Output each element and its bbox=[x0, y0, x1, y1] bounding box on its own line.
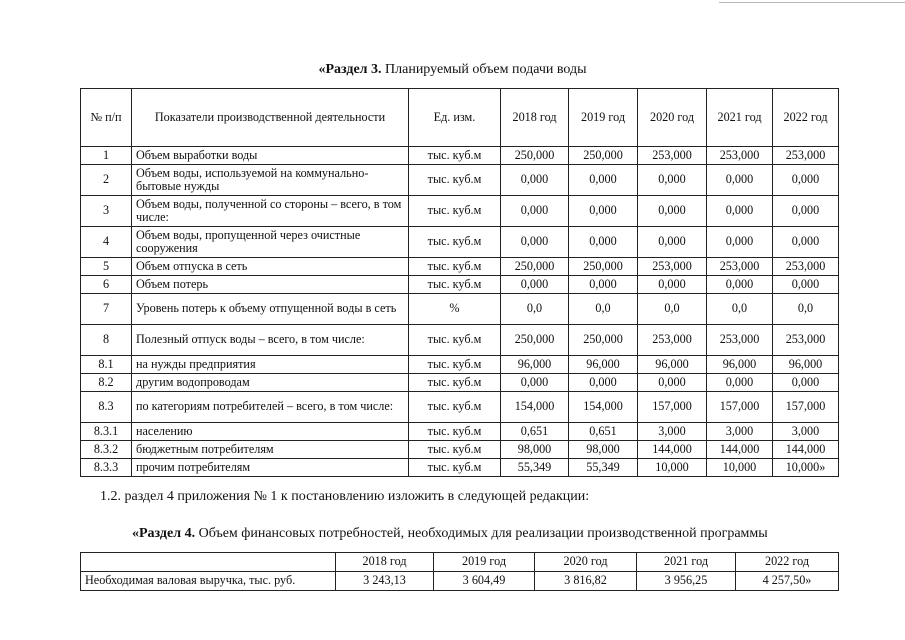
water-supply-table bbox=[80, 88, 839, 477]
value-2021: 253,000 bbox=[707, 258, 773, 276]
header-empty bbox=[81, 553, 336, 572]
row-unit: тыс. куб.м bbox=[409, 196, 501, 227]
value-2019: 0,000 bbox=[569, 196, 638, 227]
value-2018: 0,0 bbox=[501, 294, 569, 325]
row-number: 2 bbox=[81, 165, 132, 196]
value-2022: 253,000 bbox=[773, 147, 839, 165]
row-number: 1 bbox=[81, 147, 132, 165]
row-name: населению bbox=[132, 423, 409, 441]
header-2021: 2021 год bbox=[637, 553, 736, 572]
header-2018: 2018 год bbox=[336, 553, 434, 572]
row-number: 4 bbox=[81, 227, 132, 258]
value-2021: 253,000 bbox=[707, 325, 773, 356]
value-2018: 0,000 bbox=[501, 374, 569, 392]
value-2019: 0,0 bbox=[569, 294, 638, 325]
table-row bbox=[81, 294, 839, 325]
value-2020: 0,000 bbox=[638, 374, 707, 392]
value-2021: 3 956,25 bbox=[637, 572, 736, 591]
instruction-paragraph: 1.2. раздел 4 приложения № 1 к постановлению изложить в следующей редакции: bbox=[100, 489, 590, 504]
value-2021: 144,000 bbox=[707, 441, 773, 459]
value-2021: 0,000 bbox=[707, 165, 773, 196]
value-2018: 154,000 bbox=[501, 392, 569, 423]
table-row bbox=[81, 459, 839, 477]
section-4-title-text: Объем финансовых потребностей, необходимых для реализации производственной программы bbox=[195, 526, 768, 541]
value-2019: 250,000 bbox=[569, 147, 638, 165]
value-2020: 0,000 bbox=[638, 227, 707, 258]
row-number: 8.3.2 bbox=[81, 441, 132, 459]
row-unit: % bbox=[409, 294, 501, 325]
row-unit: тыс. куб.м bbox=[409, 258, 501, 276]
value-2022: 253,000 bbox=[773, 258, 839, 276]
value-2022: 253,000 bbox=[773, 325, 839, 356]
table-row bbox=[81, 392, 839, 423]
row-name: другим водопроводам bbox=[132, 374, 409, 392]
value-2019: 154,000 bbox=[569, 392, 638, 423]
value-2020: 96,000 bbox=[638, 356, 707, 374]
row-unit: тыс. куб.м bbox=[409, 423, 501, 441]
value-2022: 0,000 bbox=[773, 276, 839, 294]
row-name: Объем воды, полученной со стороны – всего, в том числе: bbox=[132, 196, 409, 227]
row-unit: тыс. куб.м bbox=[409, 227, 501, 258]
table-header-row bbox=[81, 89, 839, 147]
value-2019: 250,000 bbox=[569, 258, 638, 276]
section-3-title-text: Планируемый объем подачи воды bbox=[381, 62, 587, 77]
value-2022: 10,000» bbox=[773, 459, 839, 477]
value-2022: 0,000 bbox=[773, 165, 839, 196]
value-2018: 98,000 bbox=[501, 441, 569, 459]
value-2019: 0,000 bbox=[569, 374, 638, 392]
value-2020: 3,000 bbox=[638, 423, 707, 441]
row-unit: тыс. куб.м bbox=[409, 165, 501, 196]
value-2020: 157,000 bbox=[638, 392, 707, 423]
row-unit: тыс. куб.м bbox=[409, 392, 501, 423]
value-2020: 253,000 bbox=[638, 147, 707, 165]
value-2020: 144,000 bbox=[638, 441, 707, 459]
value-2022: 96,000 bbox=[773, 356, 839, 374]
table-row bbox=[81, 196, 839, 227]
value-2019: 250,000 bbox=[569, 325, 638, 356]
value-2020: 0,000 bbox=[638, 276, 707, 294]
table-row bbox=[81, 276, 839, 294]
header-2019: 2019 год bbox=[434, 553, 535, 572]
table-row bbox=[81, 325, 839, 356]
header-2020: 2020 год bbox=[535, 553, 637, 572]
row-number: 8.1 bbox=[81, 356, 132, 374]
value-2019: 96,000 bbox=[569, 356, 638, 374]
value-2021: 0,000 bbox=[707, 374, 773, 392]
table-row bbox=[81, 147, 839, 165]
value-2018: 0,000 bbox=[501, 276, 569, 294]
value-2022: 4 257,50» bbox=[736, 572, 839, 591]
value-2018: 3 243,13 bbox=[336, 572, 434, 591]
table-row bbox=[81, 572, 839, 591]
row-number: 3 bbox=[81, 196, 132, 227]
value-2020: 3 816,82 bbox=[535, 572, 637, 591]
table-row bbox=[81, 356, 839, 374]
value-2018: 0,000 bbox=[501, 165, 569, 196]
section-3-title bbox=[0, 62, 905, 78]
table-row bbox=[81, 374, 839, 392]
value-2020: 0,0 bbox=[638, 294, 707, 325]
value-2021: 10,000 bbox=[707, 459, 773, 477]
header-2022: 2022 год bbox=[736, 553, 839, 572]
row-unit: тыс. куб.м bbox=[409, 356, 501, 374]
value-2018: 55,349 bbox=[501, 459, 569, 477]
table-row bbox=[81, 423, 839, 441]
value-2022: 144,000 bbox=[773, 441, 839, 459]
row-number: 6 bbox=[81, 276, 132, 294]
header-2019: 2019 год bbox=[569, 89, 638, 147]
value-2021: 0,0 bbox=[707, 294, 773, 325]
row-number: 5 bbox=[81, 258, 132, 276]
value-2022: 0,000 bbox=[773, 374, 839, 392]
row-number: 8.3 bbox=[81, 392, 132, 423]
value-2019: 0,651 bbox=[569, 423, 638, 441]
value-2021: 0,000 bbox=[707, 196, 773, 227]
row-unit: тыс. куб.м bbox=[409, 441, 501, 459]
row-name: Уровень потерь к объему отпущенной воды в сеть bbox=[132, 294, 409, 325]
value-2022: 0,000 bbox=[773, 227, 839, 258]
financial-needs-table bbox=[80, 552, 839, 591]
row-name: Объем выработки воды bbox=[132, 147, 409, 165]
row-name: на нужды предприятия bbox=[132, 356, 409, 374]
value-2018: 96,000 bbox=[501, 356, 569, 374]
value-2019: 0,000 bbox=[569, 227, 638, 258]
table-row bbox=[81, 165, 839, 196]
table-header-row bbox=[81, 553, 839, 572]
row-name: прочим потребителям bbox=[132, 459, 409, 477]
row-unit: тыс. куб.м bbox=[409, 374, 501, 392]
value-2019: 3 604,49 bbox=[434, 572, 535, 591]
value-2021: 0,000 bbox=[707, 276, 773, 294]
row-number: 8.2 bbox=[81, 374, 132, 392]
table-row bbox=[81, 258, 839, 276]
header-number: № п/п bbox=[81, 89, 132, 147]
row-unit: тыс. куб.м bbox=[409, 459, 501, 477]
value-2021: 253,000 bbox=[707, 147, 773, 165]
value-2018: 250,000 bbox=[501, 325, 569, 356]
header-2022: 2022 год bbox=[773, 89, 839, 147]
row-unit: тыс. куб.м bbox=[409, 325, 501, 356]
section-4-title-bold: «Раздел 4. bbox=[132, 526, 196, 541]
value-2018: 250,000 bbox=[501, 147, 569, 165]
value-2019: 0,000 bbox=[569, 165, 638, 196]
value-2019: 98,000 bbox=[569, 441, 638, 459]
row-number: 7 bbox=[81, 294, 132, 325]
row-name: Объем потерь bbox=[132, 276, 409, 294]
value-2019: 0,000 bbox=[569, 276, 638, 294]
row-unit: тыс. куб.м bbox=[409, 147, 501, 165]
value-2020: 253,000 bbox=[638, 258, 707, 276]
value-2022: 157,000 bbox=[773, 392, 839, 423]
row-number: 8.3.1 bbox=[81, 423, 132, 441]
value-2021: 0,000 bbox=[707, 227, 773, 258]
table-row bbox=[81, 441, 839, 459]
row-name: по категориям потребителей – всего, в том числе: bbox=[132, 392, 409, 423]
value-2021: 96,000 bbox=[707, 356, 773, 374]
section-4-title bbox=[132, 526, 902, 542]
header-unit: Ед. изм. bbox=[409, 89, 501, 147]
table-row bbox=[81, 227, 839, 258]
value-2018: 250,000 bbox=[501, 258, 569, 276]
scan-edge-line bbox=[719, 2, 905, 3]
value-2018: 0,651 bbox=[501, 423, 569, 441]
row-name: Объем отпуска в сеть bbox=[132, 258, 409, 276]
row-number: 8 bbox=[81, 325, 132, 356]
value-2020: 0,000 bbox=[638, 196, 707, 227]
header-2021: 2021 год bbox=[707, 89, 773, 147]
row-number: 8.3.3 bbox=[81, 459, 132, 477]
value-2020: 253,000 bbox=[638, 325, 707, 356]
value-2022: 0,0 bbox=[773, 294, 839, 325]
value-2021: 157,000 bbox=[707, 392, 773, 423]
header-2018: 2018 год bbox=[501, 89, 569, 147]
row-unit: тыс. куб.м bbox=[409, 276, 501, 294]
row-name: Объем воды, пропущенной через очистные сооружения bbox=[132, 227, 409, 258]
row-name: Объем воды, используемой на коммунально-бытовые нужды bbox=[132, 165, 409, 196]
row-name: Необходимая валовая выручка, тыс. руб. bbox=[81, 572, 336, 591]
row-name: бюджетным потребителям bbox=[132, 441, 409, 459]
value-2022: 0,000 bbox=[773, 196, 839, 227]
value-2020: 10,000 bbox=[638, 459, 707, 477]
value-2019: 55,349 bbox=[569, 459, 638, 477]
value-2021: 3,000 bbox=[707, 423, 773, 441]
value-2020: 0,000 bbox=[638, 165, 707, 196]
value-2018: 0,000 bbox=[501, 196, 569, 227]
section-3-title-bold: «Раздел 3. bbox=[318, 62, 382, 77]
header-indicator: Показатели производственной деятельности bbox=[132, 89, 409, 147]
value-2018: 0,000 bbox=[501, 227, 569, 258]
value-2022: 3,000 bbox=[773, 423, 839, 441]
row-name: Полезный отпуск воды – всего, в том числе: bbox=[132, 325, 409, 356]
header-2020: 2020 год bbox=[638, 89, 707, 147]
